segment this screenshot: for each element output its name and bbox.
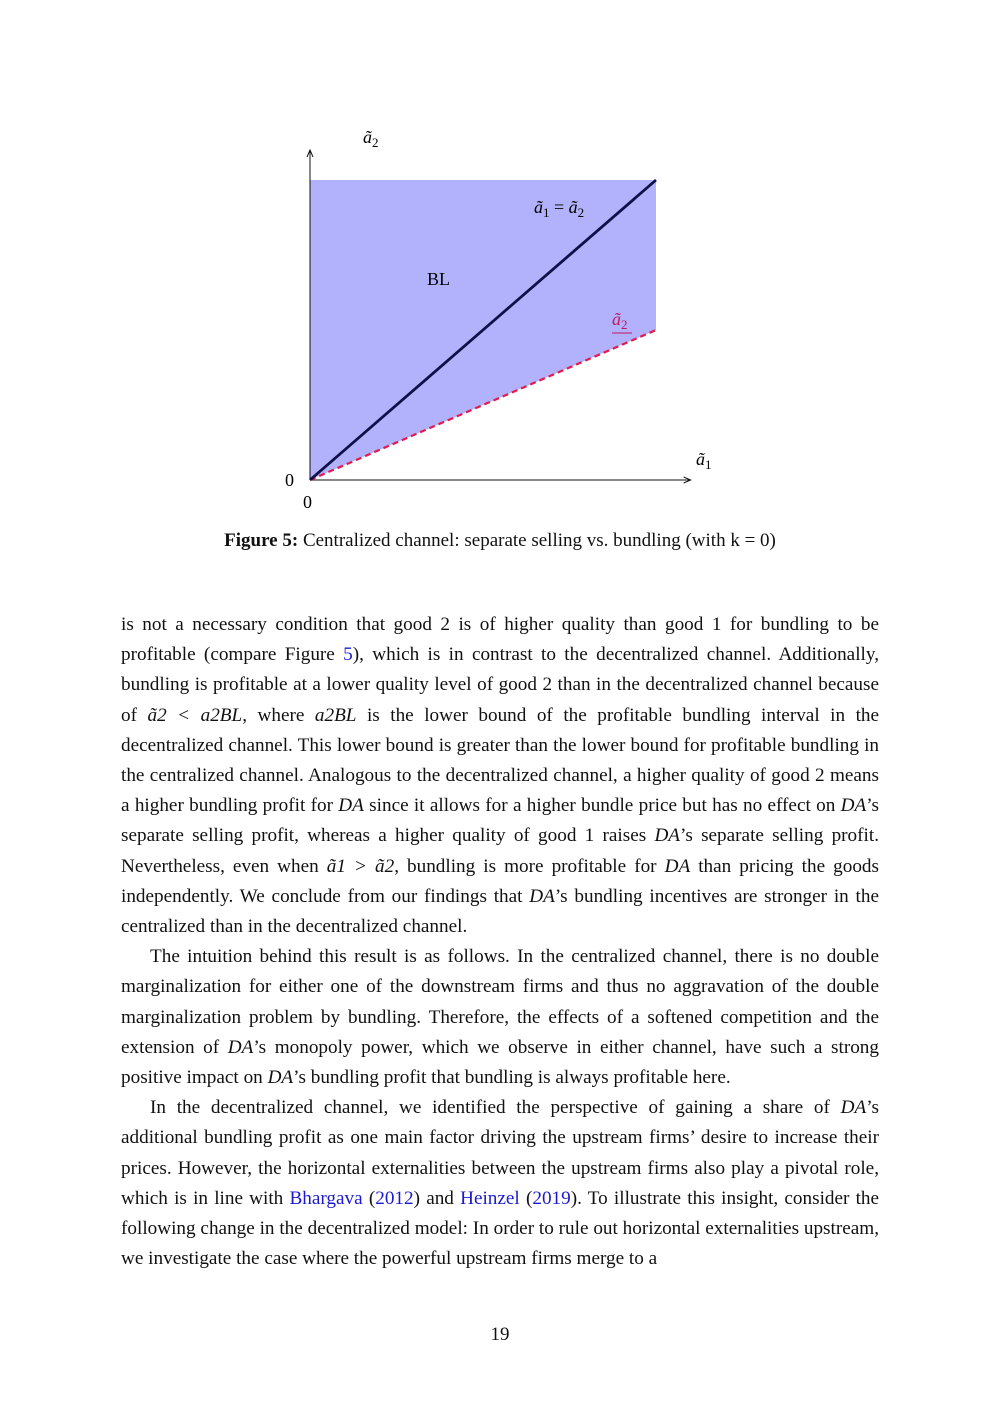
- y-tick-0: 0: [285, 470, 294, 490]
- diagonal-line-label: $ã_1$ = $ã_2$: [534, 197, 585, 220]
- caption-text: Centralized channel: separate selling vs. bundling (with k = 0): [302, 530, 776, 551]
- math-lower-bound: a2BL: [314, 704, 357, 726]
- lower-bound-label: $ã_2$: [612, 309, 628, 332]
- region-label: BL: [427, 269, 451, 289]
- y-axis-label: $ã_2$: [363, 127, 379, 150]
- caption-label: Figure 5:: [224, 530, 299, 551]
- citation-bhargava-year[interactable]: 2012: [375, 1187, 414, 1209]
- citation-heinzel-author[interactable]: Heinzel: [460, 1187, 520, 1209]
- citation-heinzel-year[interactable]: 2019: [532, 1187, 571, 1209]
- figure-reference-link[interactable]: 5: [343, 644, 353, 666]
- paragraph-3: In the decentralized channel, we identified the perspective of gaining a share of DA’s additional bundling profit as one main factor driving the upstream firms’ desire to increase their prices. However, the horizontal externalities between the upstream firms also play a pivotal role, which is in line with Bhargava (2012) and Heinzel (2019). To illustrate this insight, consider the following change in the decentralized model: In order to rule out horizontal externalities upstream, we investigate the case where the powerful upstream firms merge to a: [121, 1097, 880, 1270]
- x-axis-label: $ã_1$: [696, 449, 712, 472]
- citation-bhargava-author[interactable]: Bhargava: [289, 1187, 363, 1209]
- figure-5-chart: [0, 0, 1000, 520]
- paragraph-2: The intuition behind this result is as follows. In the centralized channel, there is no double marginalization for either one of the downstream firms and thus no aggravation of the double marginalization problem by bundling. Therefore, the effects of a softened competition and the extension of DA’s monopoly power, which we observe in either channel, have such a strong positive impact on DA’s bundling profit that bundling is always profitable here.: [121, 946, 879, 1089]
- page-number: 19: [490, 1324, 510, 1345]
- math-inequality: ã2 < a2BL: [147, 704, 243, 726]
- paragraph-1: is not a necessary condition that good 2 is of higher quality than good 1 for bundling to be profitable (compare Figure 5), which is in contrast to the decentralized channel. Additionally, bundling is profitable at a lower quality level of good 2 than in the decentralized channel because of ã2 < a2BL, where a2BL is the lower bound of the profitable bundling interval in the decentralized channel. This lower bound is greater than the lower bound for profitable bundling in the centralized channel. Analogous to the decentralized channel, a higher quality of good 2 means a higher bundling profit for DA since it allows for a higher bundle price but has no effect on DA’s separate selling profit, whereas a higher quality of good 1 raises DA’s separate selling profit. Nevertheless, even when ã1 > ã2, bundling is more profitable for DA than pricing the goods independently. We conclude from our findings that DA’s bundling incentives are stronger in the centralized than in the decentralized channel.: [121, 614, 880, 938]
- figure-caption: [0, 530, 1000, 552]
- math-quality-comparison: ã1 > ã2: [326, 855, 395, 877]
- x-tick-0: 0: [303, 492, 312, 512]
- body-text: [121, 610, 879, 1274]
